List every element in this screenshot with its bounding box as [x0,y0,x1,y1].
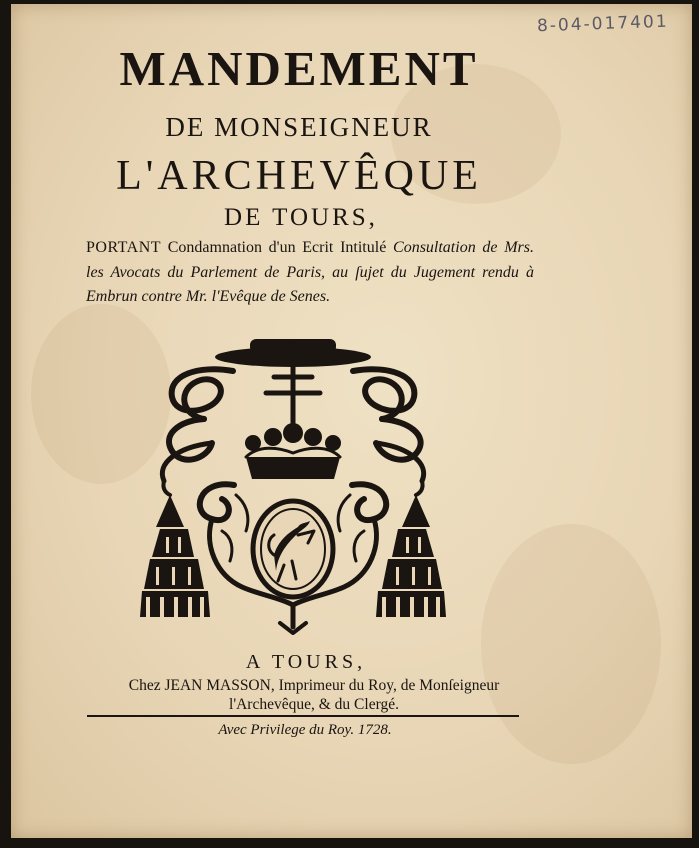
document-page [11,4,692,838]
subtitle-lead: PORTANT [86,239,162,256]
catalog-number: 8-04-017401 [536,11,669,37]
title-de-monseigneur: DE MONSEIGNEUR [165,112,433,142]
imprint-printer: Chez JEAN MASSON, Imprimeur du Roy, de Monſeigneur l'Archevêque, & du Clergé. [128,677,500,713]
subtitle-paragraph [86,236,534,310]
privilege-line: Avec Privilege du Roy. 1728. [218,722,392,738]
coat-of-arms-icon [138,335,448,635]
title-mandement: MANDEMENT [119,41,479,96]
subtitle-roman: Condamnation d'un Ecrit Intitulé [161,239,394,256]
paper-stain [481,524,661,764]
imprint-city: A TOURS, [245,651,367,673]
title-de-tours: DE TOURS, [224,204,378,231]
subtitle-italic: Consultation de Mrs. les Avocats du Parlement de Paris, au ſujet du Jugement rendu à Embrun contre Mr. l'Evêque de Senes. [86,239,535,305]
title-archeveque: L'ARCHEVÊQUE [116,153,482,199]
horizontal-rule [87,715,519,717]
